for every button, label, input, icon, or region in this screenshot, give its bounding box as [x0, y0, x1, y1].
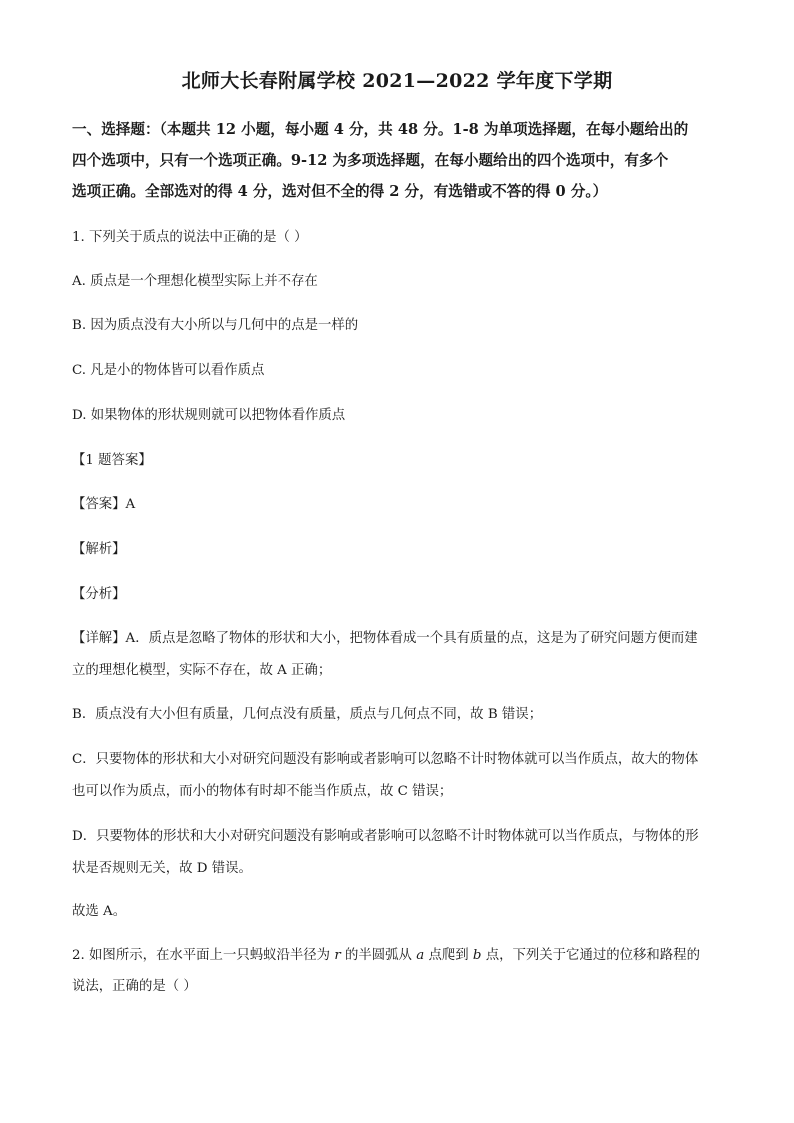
- page-title: 北师大长春附属学校 2021—2022 学年度下学期: [181, 70, 613, 92]
- section-instructions: [72, 114, 722, 207]
- question-2-stem-text: 的半圆弧从: [340, 948, 417, 963]
- variable-r: r: [334, 948, 341, 963]
- question-1-option-c: C. 凡是小的物体皆可以看作质点: [72, 363, 265, 378]
- question-2-stem-text: 点，下列关于它通过的位移和路程的: [481, 948, 700, 963]
- section-instructions-line: 一、选择题：（本题共 12 小题，每小题 4 分，共 48 分。1-8 为单项选择题，在每小题给出的: [72, 121, 689, 138]
- detail-line: D．只要物体的形状和大小对研究问题没有影响或者影响可以忽略不计时物体就可以当作质点，与物体的形: [72, 829, 699, 844]
- section-instructions-line: 选项正确。全部选对的得 4 分，选对但不全的得 2 分，有选错或不答的得 0 分。）: [72, 183, 608, 200]
- question-1-option-b: B. 因为质点没有大小所以与几何中的点是一样的: [72, 318, 359, 333]
- detail-line: B．质点没有大小但有质量，几何点没有质量，质点与几何点不同，故 B 错误；: [72, 707, 543, 722]
- answer-value: 【答案】A: [72, 497, 136, 512]
- section-instructions-line: 四个选项中，只有一个选项正确。9-12 为多项选择题，在每小题给出的四个选项中，有多个: [72, 152, 669, 169]
- question-1-stem: 1. 下列关于质点的说法中正确的是（ ）: [72, 230, 308, 245]
- answer-header: 【1 题答案】: [72, 453, 152, 468]
- question-1-option-d: D. 如果物体的形状规则就可以把物体看作质点: [72, 408, 346, 423]
- conclusion: 故选 A。: [72, 904, 127, 919]
- detail-line: 立的理想化模型，实际不存在，故 A 正确；: [72, 663, 332, 678]
- detail-line: 也可以作为质点，而小的物体有时却不能当作质点，故 C 错误；: [72, 784, 453, 799]
- question-2-stem-text: 2. 如图所示，在水平面上一只蚂蚁沿半径为: [72, 948, 335, 963]
- question-2-stem: [72, 946, 724, 966]
- variable-b: b: [472, 948, 482, 963]
- variable-a: a: [416, 948, 425, 963]
- detail-line: C．只要物体的形状和大小对研究问题没有影响或者影响可以忽略不计时物体就可以当作质点，故大的物体: [72, 752, 699, 767]
- detail-line: 【详解】A．质点是忽略了物体的形状和大小，把物体看成一个具有质量的点，这是为了研究问题方便而建: [72, 631, 698, 646]
- question-2-stem-line2: 说法，正确的是（ ）: [72, 979, 197, 994]
- question-1-option-a: A. 质点是一个理想化模型实际上并不存在: [72, 274, 318, 289]
- detail-line: 状是否规则无关，故 D 错误。: [72, 861, 252, 876]
- question-2-stem-text: 点爬到: [424, 948, 473, 963]
- analysis-header: 【解析】: [72, 542, 126, 557]
- fenxi-header: 【分析】: [72, 587, 126, 602]
